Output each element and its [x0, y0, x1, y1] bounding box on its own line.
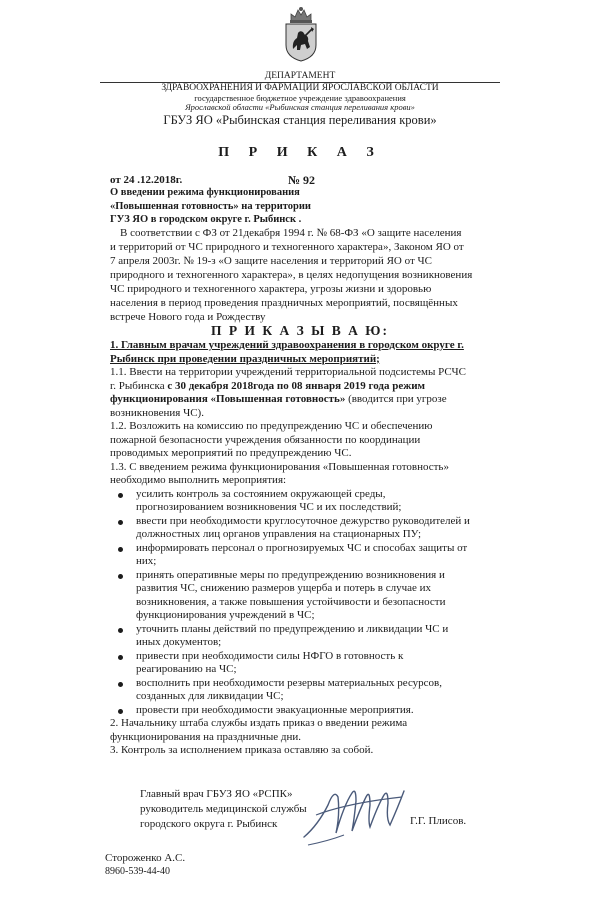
document-title: П Р И К А З [218, 145, 382, 160]
order-date: от 24 .12.2018г. [110, 174, 183, 186]
section-1-line: 1. Главным врачам учреждений здравоохранения в городском округе г. [110, 339, 464, 351]
measure-item: уточнить планы действий по предупреждению и ликвидации ЧС и иных документов; [110, 623, 502, 650]
order-body [110, 339, 502, 758]
bullet-icon [118, 493, 123, 498]
preamble-line: природного и техногенного характера», в целях недопущения возникновения [110, 269, 473, 281]
bullet-icon [118, 709, 123, 714]
bullet-icon [118, 655, 123, 660]
bullet-icon [118, 628, 123, 633]
signer-position: городского округа г. Рыбинск [140, 818, 278, 830]
preamble-line: ЧС природного и техногенного характера, угрозы жизни и здоровью [110, 283, 432, 295]
item-1-1-line: 1.1. Ввести на территории учреждений территориальной подсистемы РСЧС [110, 366, 466, 378]
dept-line-1: ДЕПАРТАМЕНТ [264, 71, 336, 81]
signer-name: Г.Г. Плисов. [410, 815, 467, 827]
order-heading: П Р И К А З Ы В А Ю: [211, 323, 389, 338]
item-1-1-mode: функционирования «Повышенная готовность» [110, 393, 346, 405]
item-1-1-note: (вводится при угрозе [345, 393, 447, 405]
item-1-3-line: 1.3. С введением режима функционирования «Повышенная готовность» [110, 460, 449, 473]
measure-item: привести при необходимости силы НФГО в готовность к реагированию на ЧС; [110, 650, 502, 677]
measure-item: усилить контроль за состоянием окружающей среды, прогнозированием возникновения ЧС и их последствий; [110, 488, 502, 515]
item-1-3-line: необходимо выполнить мероприятия: [110, 474, 287, 486]
preamble-line: 7 апреля 2003г. № 19-з «О защите населения и территорий ЯО от ЧС [110, 255, 432, 267]
organization-name: ГБУЗ ЯО «Рыбинская станция переливания крови» [163, 113, 437, 127]
preamble-line: В соответствии с ФЗ от 21декабря 1994 г. № 68-ФЗ «О защите населения [120, 227, 462, 239]
dept-line-4: Ярославской области «Рыбинская станция переливания крови» [185, 102, 415, 112]
executor-phone: 8960-539-44-40 [105, 866, 170, 877]
measure-item: информировать персонал о прогнозируемых ЧС и способах защиты от них; [110, 542, 502, 569]
measure-item: провести при необходимости эвакуационные мероприятия. [110, 704, 502, 718]
order-number: № 92 [288, 173, 316, 187]
item-1-1-text: г. Рыбинска [110, 379, 168, 392]
coat-of-arms-icon [281, 5, 321, 63]
item-1-1-period: с 30 декабря 2018года по 08 января 2019 года режим [167, 379, 426, 392]
bullet-icon [118, 520, 123, 525]
item-1-2-line: 1.2. Возложить на комиссию по предупреждению ЧС и обеспечению [110, 420, 433, 432]
preamble-line: и территорий от ЧС природного и техногенного характера», Законом ЯО от [110, 241, 464, 253]
measure-item: ввести при необходимости круглосуточное дежурство руководителей и должностных лиц органов управления на стационарных ПУ; [110, 515, 502, 542]
item-1-2-line: пожарной безопасности учреждения обязанности по координации [110, 433, 421, 446]
executor-name: Стороженко А.С. [105, 852, 186, 864]
order-subject [110, 186, 430, 227]
section-1-line: Рыбинск при проведении праздничных мероприятий; [110, 352, 380, 365]
dept-line-3: государственное бюджетное учреждение здравоохранения [194, 93, 406, 103]
signature-block [140, 787, 307, 832]
bullet-icon [118, 547, 123, 552]
bullet-icon [118, 574, 123, 579]
item-2-line: 2. Начальнику штаба службы издать приказ о введении режима [110, 717, 408, 729]
dept-line-2: ЗДРАВООХРАНЕНИЯ И ФАРМАЦИИ ЯРОСЛАВСКОЙ ОБЛАСТИ [100, 82, 500, 94]
executor-info [105, 852, 185, 878]
subject-line: ГУЗ ЯО в городском округе г. Рыбинск . [110, 214, 302, 225]
item-1-1-line: возникновения ЧС). [110, 406, 204, 419]
measure-item: принять оперативные меры по предупреждению возникновения и развития ЧС, снижению размеров ущерба и потерь в случае их возникновения, а также повышения устойчивости и безопасности функционирования учреждений в ЧС; [110, 569, 502, 623]
measure-item: восполнить при необходимости резервы материальных ресурсов, созданных для ликвидации ЧС; [110, 677, 502, 704]
handwritten-signature-icon [298, 775, 408, 850]
item-2-line: функционирования на праздничные дни. [110, 730, 302, 743]
subject-line: «Повышенная готовность» на территории [110, 200, 311, 212]
preamble-line: населения в период проведения праздничных мероприятий, посвящённых [110, 297, 458, 309]
item-3-line: 3. Контроль за исполнением приказа оставляю за собой. [110, 744, 374, 756]
subject-line: О введении режима функционирования [110, 187, 300, 198]
preamble-line: встрече Нового года и Рождеству [110, 311, 266, 323]
item-1-2-line: проводимых мероприятий по предупреждению ЧС. [110, 447, 352, 459]
bullet-icon [118, 682, 123, 687]
preamble [110, 226, 500, 324]
signer-position: Главный врач ГБУЗ ЯО «РСПК» [140, 788, 293, 800]
signer-position: руководитель медицинской службы [140, 803, 307, 815]
